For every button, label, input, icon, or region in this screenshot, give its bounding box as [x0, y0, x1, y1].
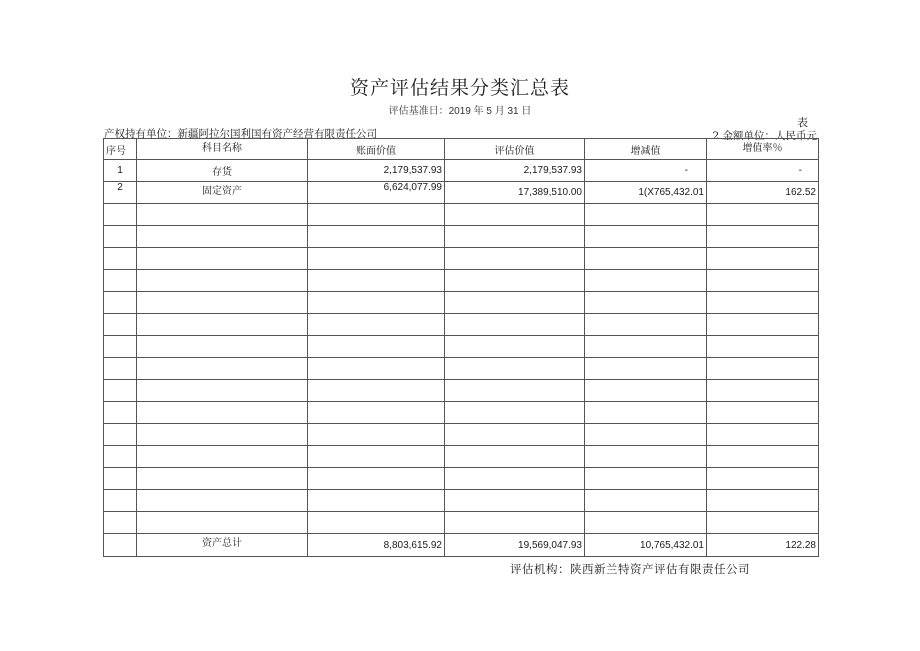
empty-cell: [137, 512, 308, 534]
empty-cell: [707, 270, 819, 292]
empty-cell: [585, 226, 707, 248]
total-label: 资产总计: [137, 534, 308, 557]
empty-cell: [707, 490, 819, 512]
empty-cell: [445, 314, 585, 336]
empty-cell: [707, 424, 819, 446]
empty-cell: [308, 468, 445, 490]
empty-cell: [707, 402, 819, 424]
empty-cell: [585, 512, 707, 534]
empty-cell: [104, 424, 137, 446]
header-rate: 增值率％: [707, 139, 819, 160]
empty-cell: [585, 314, 707, 336]
empty-row: [104, 402, 819, 424]
empty-row: [104, 248, 819, 270]
header-row: [104, 139, 819, 160]
empty-cell: [137, 314, 308, 336]
empty-cell: [445, 468, 585, 490]
empty-cell: [137, 204, 308, 226]
empty-cell: [104, 204, 137, 226]
row-name: 固定资产: [137, 182, 308, 204]
empty-cell: [137, 292, 308, 314]
empty-cell: [585, 380, 707, 402]
row-rate: 162.52: [707, 182, 819, 204]
empty-cell: [308, 446, 445, 468]
empty-cell: [585, 204, 707, 226]
empty-cell: [308, 204, 445, 226]
header-seq: 序号: [104, 139, 137, 160]
empty-cell: [104, 358, 137, 380]
empty-row: [104, 468, 819, 490]
empty-row: [104, 446, 819, 468]
empty-cell: [104, 402, 137, 424]
empty-cell: [445, 336, 585, 358]
empty-cell: [308, 336, 445, 358]
empty-cell: [445, 226, 585, 248]
total-change: 10,765,432.01: [585, 534, 707, 557]
empty-cell: [707, 446, 819, 468]
empty-row: [104, 270, 819, 292]
empty-cell: [585, 446, 707, 468]
empty-cell: [707, 380, 819, 402]
empty-cell: [445, 292, 585, 314]
empty-cell: [585, 424, 707, 446]
empty-cell: [104, 292, 137, 314]
empty-cell: [585, 270, 707, 292]
form-number: 表: [797, 116, 808, 129]
empty-row: [104, 358, 819, 380]
row-appraised-value: 2,179,537.93: [445, 160, 585, 182]
row-rate: -: [707, 160, 819, 182]
empty-cell: [445, 446, 585, 468]
empty-cell: [137, 336, 308, 358]
empty-row: [104, 292, 819, 314]
valuation-date: 评估基准日：2019 年 5 月 31 日: [388, 106, 532, 117]
row-book-value: 2,179,537.93: [308, 160, 445, 182]
empty-cell: [308, 380, 445, 402]
empty-cell: [137, 380, 308, 402]
empty-cell: [707, 468, 819, 490]
empty-cell: [104, 468, 137, 490]
empty-cell: [104, 336, 137, 358]
empty-cell: [585, 402, 707, 424]
owner-unit: 产权持有单位：新疆阿拉尔国利国有资产经营有限责任公司: [104, 128, 377, 140]
empty-cell: [445, 358, 585, 380]
empty-cell: [445, 204, 585, 226]
appraisal-organization: 评估机构：陕西新兰特资产评估有限责任公司: [510, 562, 750, 576]
row-name: 存货: [137, 160, 308, 182]
header-book-value: 账面价值: [308, 139, 445, 160]
empty-cell: [707, 204, 819, 226]
empty-cell: [707, 358, 819, 380]
empty-cell: [104, 270, 137, 292]
empty-cell: [707, 512, 819, 534]
empty-cell: [308, 402, 445, 424]
empty-cell: [445, 424, 585, 446]
currency-unit: 2 金额单位：人民币元: [712, 130, 817, 142]
empty-row: [104, 380, 819, 402]
empty-cell: [308, 292, 445, 314]
empty-cell: [585, 248, 707, 270]
empty-cell: [104, 490, 137, 512]
empty-cell: [137, 226, 308, 248]
empty-cell: [137, 468, 308, 490]
empty-cell: [104, 314, 137, 336]
empty-cell: [137, 446, 308, 468]
empty-cell: [585, 490, 707, 512]
empty-cell: [308, 226, 445, 248]
row-seq: 2: [104, 182, 137, 204]
table-row: [104, 182, 819, 204]
empty-cell: [104, 248, 137, 270]
total-appraised-value: 19,569,047.93: [445, 534, 585, 557]
empty-cell: [308, 512, 445, 534]
empty-row: [104, 424, 819, 446]
row-change: 1(X765,432.01: [585, 182, 707, 204]
empty-cell: [707, 314, 819, 336]
empty-cell: [308, 270, 445, 292]
empty-cell: [137, 402, 308, 424]
table-row: [104, 160, 819, 182]
total-row: [104, 534, 819, 557]
empty-cell: [707, 248, 819, 270]
empty-cell: [445, 402, 585, 424]
empty-cell: [104, 226, 137, 248]
total-book-value: 8,803,615.92: [308, 534, 445, 557]
total-seq: [104, 534, 137, 557]
empty-cell: [308, 248, 445, 270]
empty-cell: [707, 292, 819, 314]
row-book-value: 6,624,077.99: [308, 182, 445, 204]
row-appraised-value: 17,389,510.00: [445, 182, 585, 204]
summary-table: [103, 138, 819, 557]
empty-cell: [445, 380, 585, 402]
empty-cell: [445, 512, 585, 534]
row-change: -: [585, 160, 707, 182]
empty-row: [104, 336, 819, 358]
header-change: 增减值: [585, 139, 707, 160]
empty-cell: [707, 336, 819, 358]
empty-cell: [585, 292, 707, 314]
empty-cell: [445, 490, 585, 512]
empty-cell: [104, 446, 137, 468]
empty-cell: [707, 226, 819, 248]
empty-cell: [104, 380, 137, 402]
empty-row: [104, 204, 819, 226]
empty-cell: [585, 336, 707, 358]
empty-cell: [104, 512, 137, 534]
empty-cell: [308, 424, 445, 446]
empty-cell: [308, 314, 445, 336]
page-title: 资产评估结果分类汇总表: [349, 77, 570, 99]
empty-cell: [137, 490, 308, 512]
empty-row: [104, 226, 819, 248]
empty-cell: [308, 490, 445, 512]
empty-row: [104, 314, 819, 336]
empty-cell: [137, 270, 308, 292]
header-name: 科目名称: [137, 139, 308, 160]
empty-cell: [137, 424, 308, 446]
empty-cell: [308, 358, 445, 380]
empty-cell: [585, 468, 707, 490]
empty-cell: [445, 270, 585, 292]
empty-cell: [445, 248, 585, 270]
row-seq: 1: [104, 160, 137, 182]
empty-cell: [585, 358, 707, 380]
empty-cell: [137, 248, 308, 270]
total-rate: 122.28: [707, 534, 819, 557]
empty-row: [104, 512, 819, 534]
empty-row: [104, 490, 819, 512]
header-appraised-value: 评估价值: [445, 139, 585, 160]
empty-cell: [137, 358, 308, 380]
